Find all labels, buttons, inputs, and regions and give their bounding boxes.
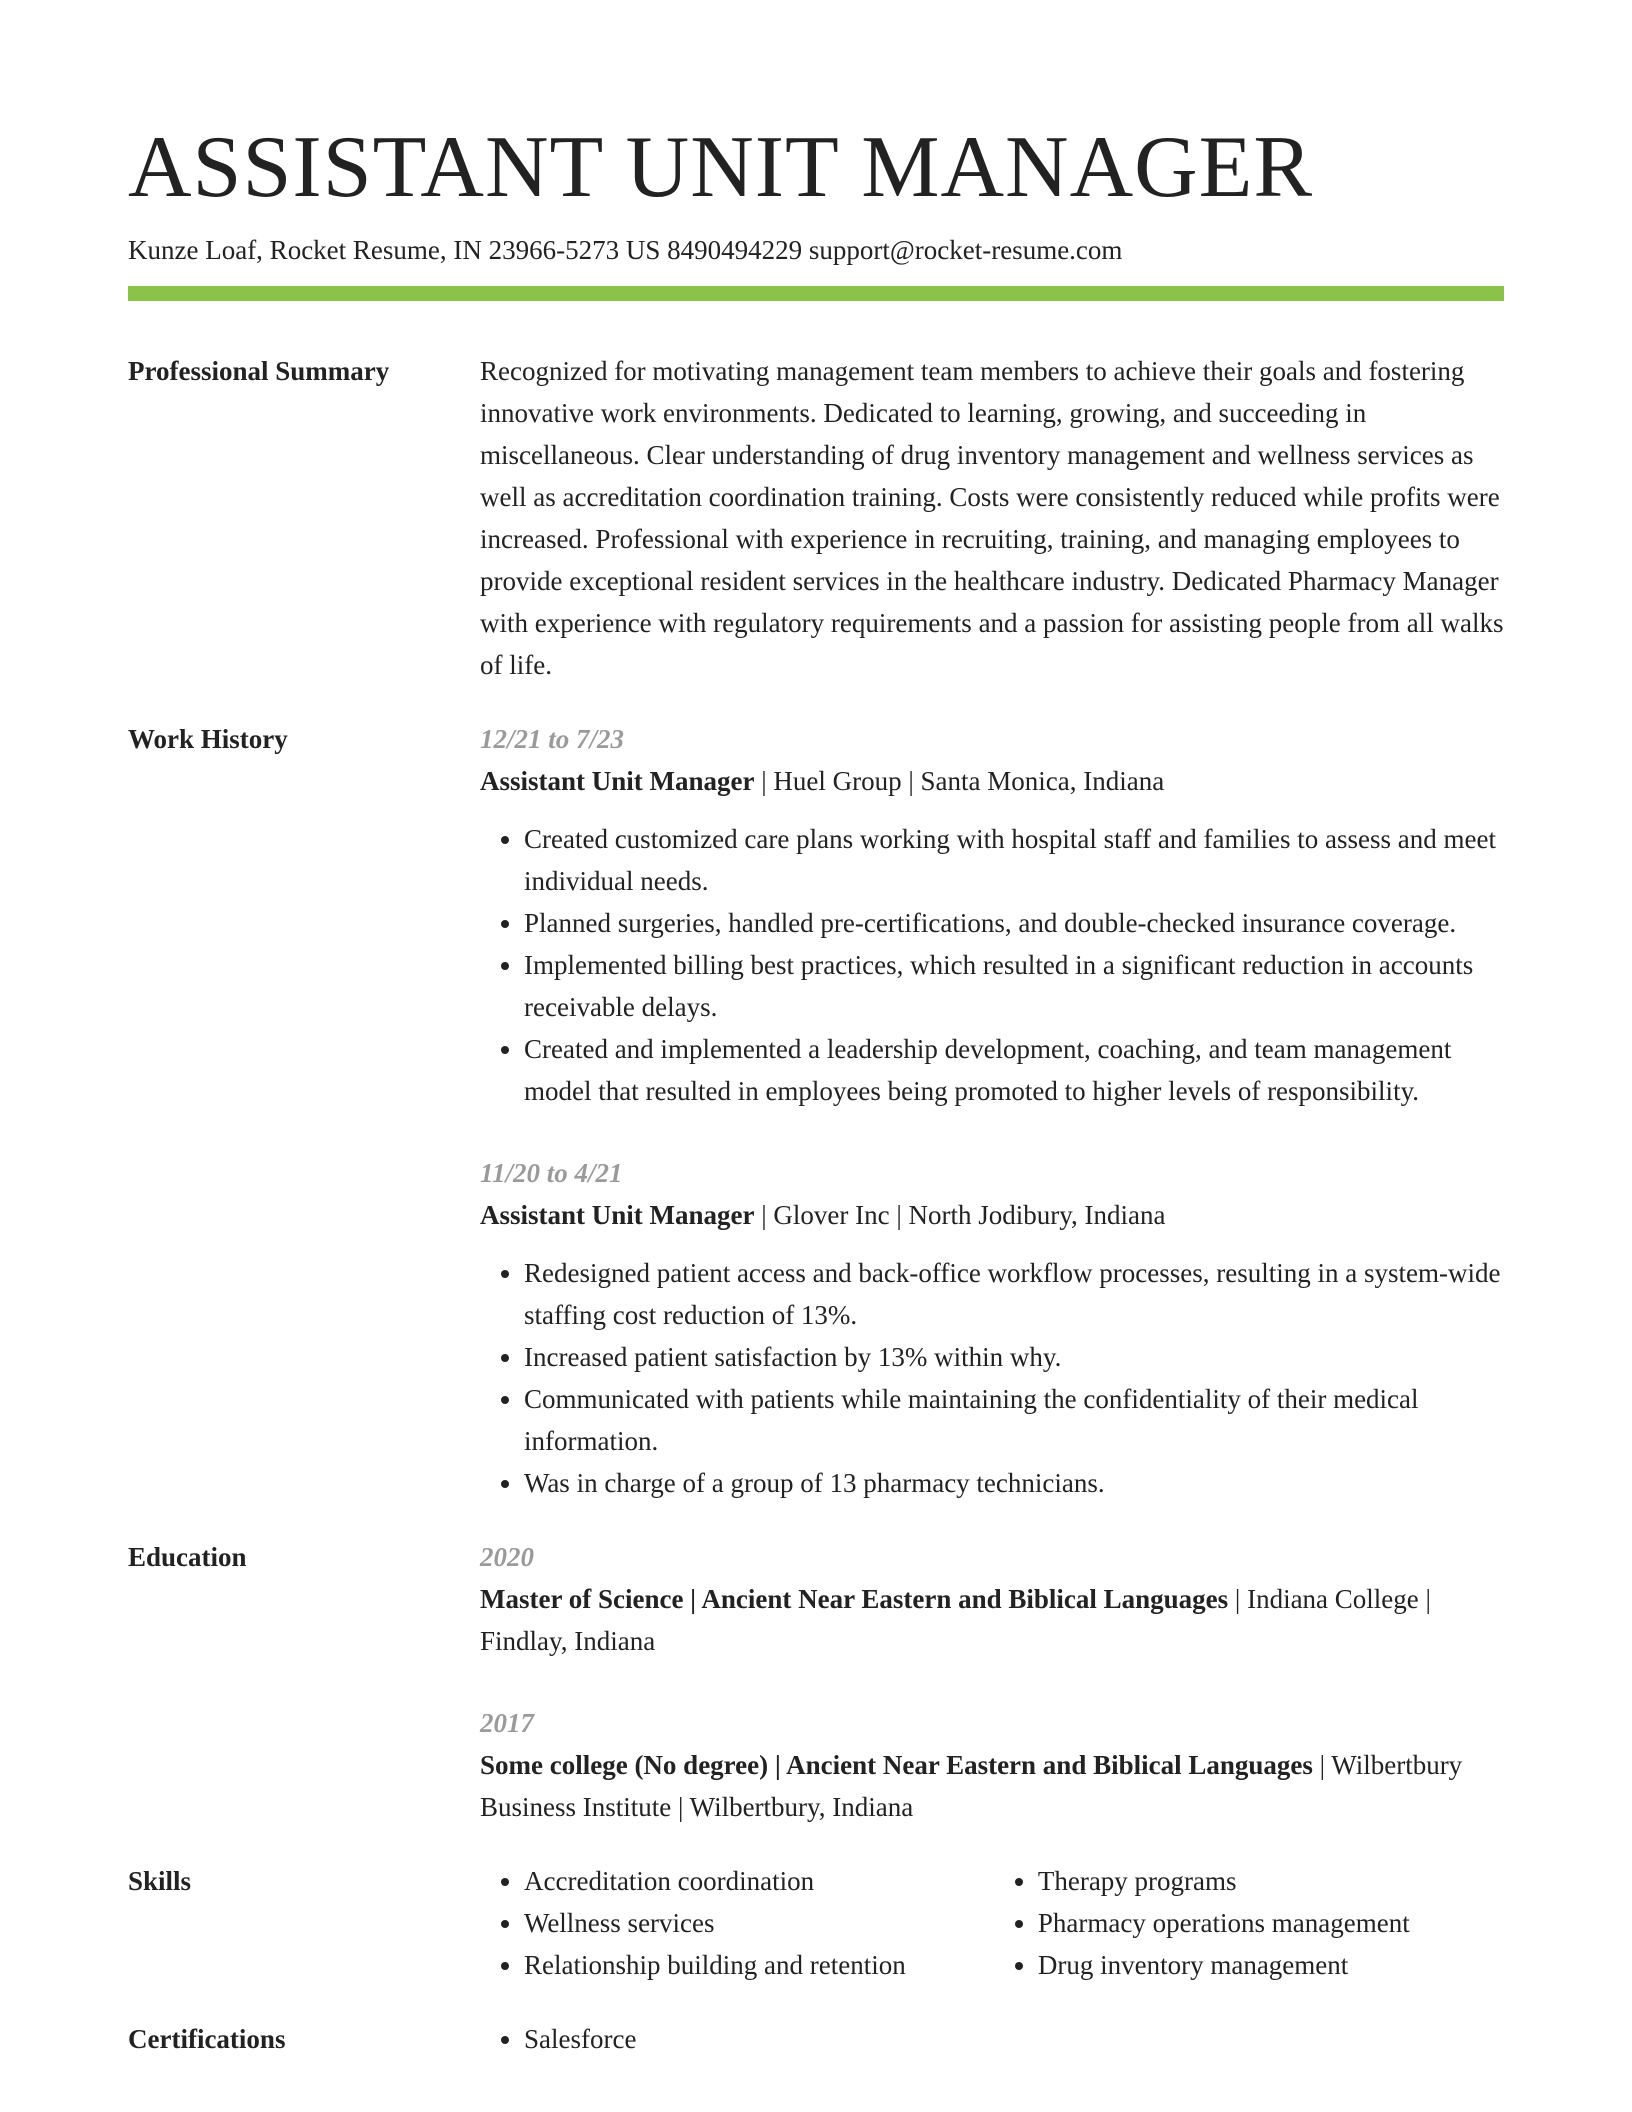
education-date: 2020 xyxy=(480,1542,534,1572)
job-bullets xyxy=(480,818,1504,1112)
education-details: | Indiana College | Findlay, Indiana xyxy=(480,1584,1431,1656)
section-education xyxy=(128,1536,1504,1828)
list-item: • Relationship building and retention xyxy=(524,1944,994,1986)
list-item: • Communicated with patients while maintaining the confidentiality of their medical information. xyxy=(524,1378,1504,1462)
education-entry xyxy=(480,1536,1504,1662)
resume-content xyxy=(128,350,1504,2092)
job-details: | Huel Group | Santa Monica, Indiana xyxy=(754,766,1165,796)
list-item: • Drug inventory management xyxy=(1038,1944,1504,1986)
skills-list xyxy=(994,1860,1504,1986)
section-certifications xyxy=(128,2018,1504,2060)
list-item: • Wellness services xyxy=(524,1902,994,1944)
section-title: Skills xyxy=(128,1866,192,1896)
section-title: Professional Summary xyxy=(128,356,390,386)
list-item: • Increased patient satisfaction by 13% within why. xyxy=(524,1336,1504,1378)
list-item: • Therapy programs xyxy=(1038,1860,1504,1902)
list-item: • Salesforce xyxy=(524,2018,1504,2060)
job-role: Assistant Unit Manager xyxy=(480,1200,755,1230)
certifications-list xyxy=(480,2018,1504,2060)
education-details: | Wilbertbury Business Institute | Wilbertbury, Indiana xyxy=(480,1750,1463,1822)
list-item: • Implemented billing best practices, which resulted in a significant reduction in accounts receivable delays. xyxy=(524,944,1504,1028)
section-skills xyxy=(128,1860,1504,1986)
section-summary xyxy=(128,350,1504,686)
skills-list xyxy=(480,1860,994,1986)
job-role: Assistant Unit Manager xyxy=(480,766,755,796)
job-date: 12/21 to 7/23 xyxy=(480,724,625,754)
job-details: | Glover Inc | North Jodibury, Indiana xyxy=(754,1200,1166,1230)
resume-name: ASSISTANT UNIT MANAGER xyxy=(128,119,1314,216)
list-item: • Was in charge of a group of 13 pharmacy technicians. xyxy=(524,1462,1504,1504)
list-item: • Pharmacy operations management xyxy=(1038,1902,1504,1944)
job-bullets xyxy=(480,1252,1504,1504)
section-title: Certifications xyxy=(128,2024,286,2054)
list-item: • Created and implemented a leadership development, coaching, and team management model that resulted in employees being promoted to higher levels of responsibility. xyxy=(524,1028,1504,1112)
job-entry xyxy=(480,718,1504,1112)
section-title: Work History xyxy=(128,724,288,754)
job-entry xyxy=(480,1152,1504,1504)
contact-line: Kunze Loaf, Rocket Resume, IN 23966-5273 US 8490494229 support@rocket-resume.com xyxy=(128,235,1123,265)
section-title: Education xyxy=(128,1542,247,1572)
list-item: • Planned surgeries, handled pre-certifications, and double-checked insurance coverage. xyxy=(524,902,1504,944)
job-date: 11/20 to 4/21 xyxy=(480,1158,623,1188)
list-item: • Accreditation coordination xyxy=(524,1860,994,1902)
education-degree: Some college (No degree) | Ancient Near Eastern and Biblical Languages xyxy=(480,1750,1313,1780)
summary-text: Recognized for motivating management team members to achieve their goals and fostering innovative work environments. Dedicated to learning, growing, and succeeding in miscellaneous. Clear understanding of drug inventory management and wellness services as well as accreditation coordination training. Costs were consistently reduced while profits were increased. Professional with experience in recruiting, training, and managing employees to provide exceptional resident services in the healthcare industry. Dedicated Pharmacy Manager with experience with regulatory requirements and a passion for assisting people from all walks of life. xyxy=(480,356,1504,680)
section-work-history xyxy=(128,718,1504,1504)
education-degree: Master of Science | Ancient Near Eastern and Biblical Languages xyxy=(480,1584,1229,1614)
list-item: • Created customized care plans working with hospital staff and families to assess and meet individual needs. xyxy=(524,818,1504,902)
list-item: • Redesigned patient access and back-office workflow processes, resulting in a system-wide staffing cost reduction of 13%. xyxy=(524,1252,1504,1336)
education-date: 2017 xyxy=(480,1708,534,1738)
accent-divider xyxy=(128,286,1504,301)
education-entry xyxy=(480,1702,1504,1828)
